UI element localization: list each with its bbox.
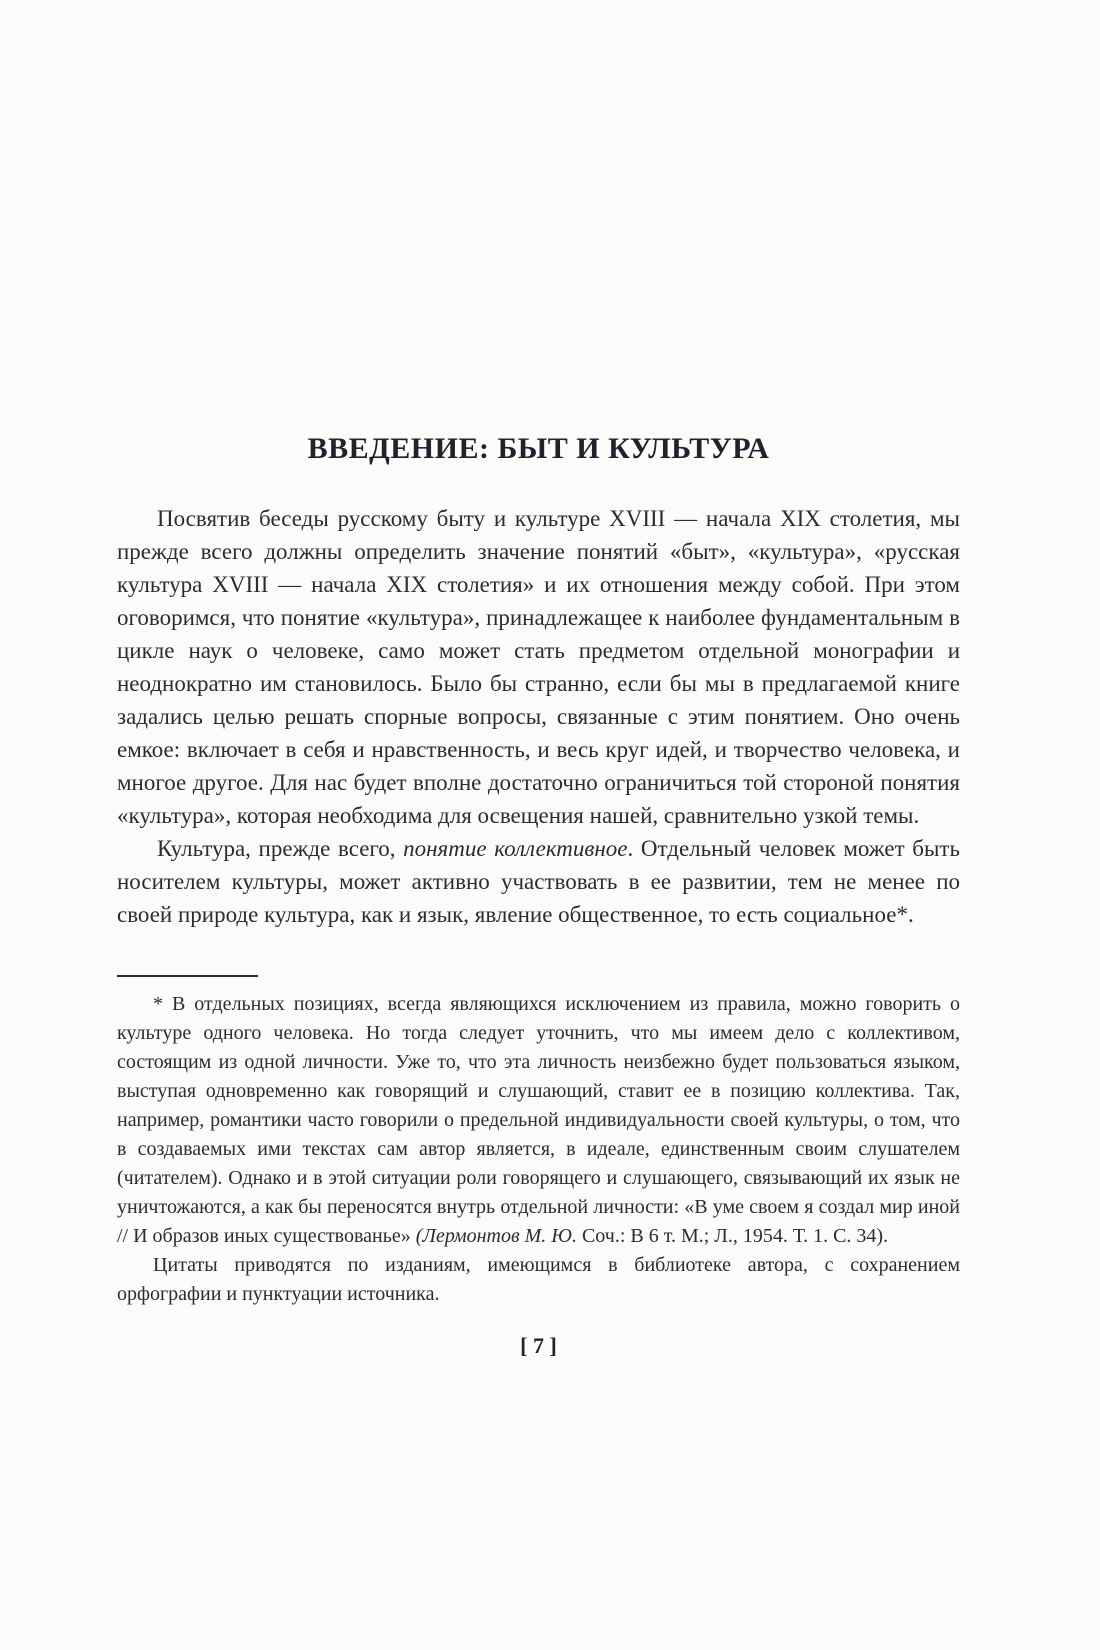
- footnotes-section: [117, 990, 960, 1309]
- italic-phrase: понятие коллективное: [403, 836, 628, 861]
- paragraph-2-text-after: . Отдельный человек может быть носителем культуры, может активно участвовать в ее развитии, тем не менее по своей природе культура, как и язык, явление общественное, то есть социальное*.: [117, 836, 960, 927]
- footnote-2: Цитаты приводятся по изданиям, имеющимся в библиотеке автора, с сохранением орфографии и пунктуации источника.: [117, 1254, 960, 1305]
- footnote-1: [117, 990, 960, 1251]
- footnote-1-text-after: Соч.: В 6 т. М.; Л., 1954. Т. 1. С. 34).: [576, 1225, 889, 1247]
- footnote-1-text-before: * В отдельных позициях, всегда являющихся исключением из правила, можно говорить о культуре одного человека. Но тогда следует уточнить, что мы имеем дело с коллективом, состоящим из одной личности. Уже то, что эта личность неизбежно будет пользоваться языком, выступая одновременно как говорящий и слушающий, ставит ее в позицию коллектива. Так, например, романтики часто говорили о предельной индивидуальности своей культуры, о том, что в создаваемых ими текстах сам автор является, в идеале, единственным своим слушателем (читателем). Однако и в этой ситуации роли говорящего и слушающего, связывающий их язык не уничтожаются, а как бы переносятся внутрь отдельной личности: «В уме своем я создал мир иной // И образов иных существованье»: [117, 993, 960, 1247]
- footnote-divider: [117, 975, 258, 977]
- paragraph-2-text-before: Культура, прежде всего,: [157, 836, 404, 861]
- chapter-heading: ВВЕДЕНИЕ: БЫТ И КУЛЬТУРА: [307, 432, 770, 465]
- body-text: [117, 502, 960, 931]
- paragraph-2: [117, 832, 960, 931]
- page-number: [ 7 ]: [520, 1333, 557, 1358]
- paragraph-1: Посвятив беседы русскому быту и культуре XVIII — начала XIX столетия, мы прежде всего должны определить значение понятий «быт», «культура», «русская культура XVIII — начала XIX столетия» и их отношения между собой. При этом оговоримся, что понятие «культура», принадлежащее к наиболее фундаментальным в цикле наук о человеке, само может стать предметом отдельной монографии и неоднократно им становилось. Было бы странно, если бы мы в предлагаемой книге задались целью решать спорные вопросы, связанные с этим понятием. Оно очень емкое: включает в себя и нравственность, и весь круг идей, и творчество человека, и многое другое. Для нас будет вполне достаточно ограничиться той стороной понятия «культура», которая необходима для освещения нашей, сравнительно узкой темы.: [117, 506, 960, 828]
- footnote-citation-author: (Лермонтов М. Ю.: [415, 1225, 577, 1247]
